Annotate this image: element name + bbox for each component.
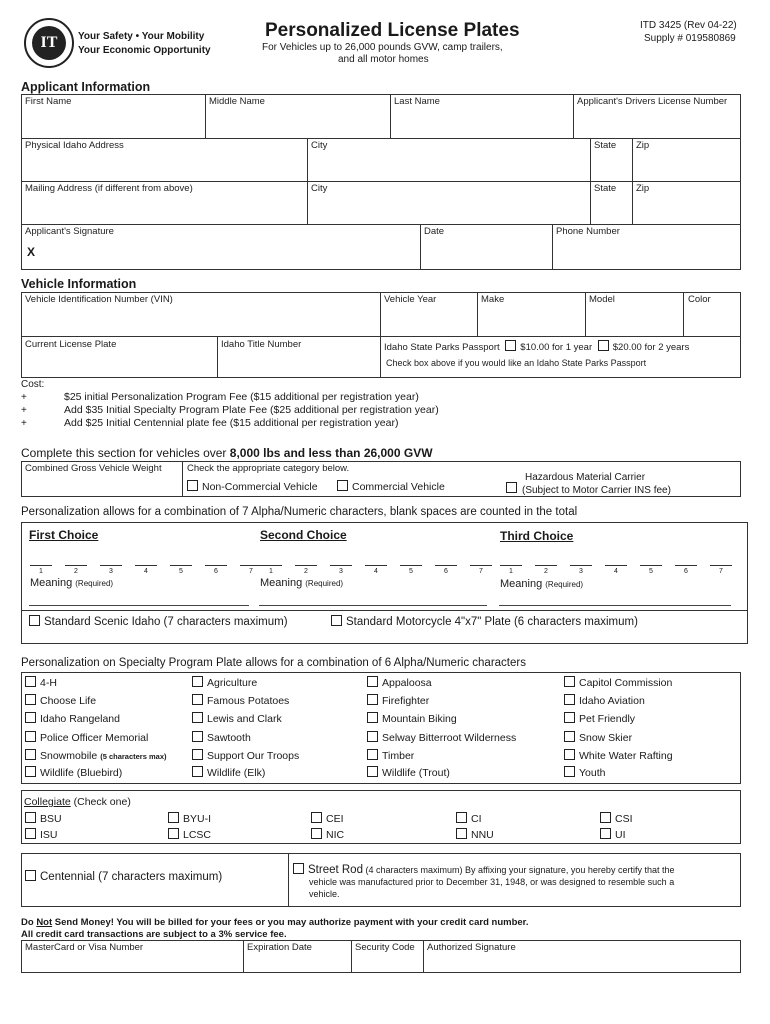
specialty-checkbox[interactable]: [25, 712, 36, 723]
specialty-heading: Personalization on Specialty Program Plate allows for a combination of 6 Alpha/Numeric characters: [21, 657, 526, 669]
color-label: Color: [688, 294, 711, 305]
specialty-checkbox[interactable]: [564, 731, 575, 742]
third-choice-slot-number: 4: [614, 568, 618, 575]
collegiate-option-isu[interactable]: [25, 828, 58, 841]
first-choice-slot-number: 7: [249, 568, 253, 575]
collegiate-checkbox[interactable]: [456, 828, 467, 839]
collegiate-checkbox[interactable]: [311, 812, 322, 823]
specialty-checkbox[interactable]: [25, 676, 36, 687]
second-meaning-label: [260, 577, 343, 589]
specialty-checkbox[interactable]: [367, 749, 378, 760]
logo-mark: IT: [32, 26, 66, 60]
third-meaning-required: (Required): [545, 580, 584, 589]
street-rod-line-2: vehicle was manufactured prior to December 31, 1948, or was designed to resemble such a: [309, 877, 675, 887]
supply-number: Supply # 019580869: [644, 33, 736, 44]
collegiate-checkbox[interactable]: [25, 812, 36, 823]
third-choice-heading: Third Choice: [500, 529, 574, 543]
third-meaning-text: Meaning: [500, 578, 543, 590]
mailing-state-field[interactable]: [593, 199, 629, 221]
collegiate-option-label: CI: [471, 813, 482, 825]
collegiate-option-csi[interactable]: [600, 812, 633, 825]
collegiate-option-lcsc[interactable]: [168, 828, 211, 841]
noncommercial-label: Non-Commercial Vehicle: [202, 481, 318, 493]
first-choice-slot-number: 5: [179, 568, 183, 575]
current-plate-label: Current License Plate: [25, 339, 117, 350]
first-meaning-text: Meaning: [30, 577, 73, 589]
specialty-option-label: Idaho Aviation: [579, 695, 645, 707]
specialty-option-agriculture[interactable]: [192, 676, 257, 689]
vehicle-section-heading: Vehicle Information: [21, 277, 137, 291]
parks-1yr-checkbox[interactable]: [505, 340, 516, 351]
first-choice-char-4[interactable]: [135, 552, 157, 566]
specialty-option-mountain-biking[interactable]: [367, 712, 457, 725]
parks-passport-label: Idaho State Parks Passport: [384, 342, 500, 353]
second-choice-char-5[interactable]: [400, 552, 422, 566]
second-choice-slot-number: 1: [269, 568, 273, 575]
parks-2yr-label: $20.00 for 2 years: [612, 342, 690, 353]
specialty-option-idaho-rangeland[interactable]: [25, 712, 120, 725]
collegiate-option-ci[interactable]: [456, 812, 482, 825]
card-number-label: MasterCard or Visa Number: [25, 942, 144, 953]
commercial-checkbox[interactable]: [337, 480, 348, 491]
specialty-option-label: Sawtooth: [207, 732, 251, 744]
second-meaning-field[interactable]: [259, 592, 487, 606]
physical-zip-label: Zip: [636, 140, 650, 151]
collegiate-checkbox[interactable]: [600, 812, 611, 823]
third-choice-slot-number: 2: [544, 568, 548, 575]
cost-plus-2: +: [21, 405, 27, 416]
motorcycle-checkbox[interactable]: [331, 615, 342, 626]
specialty-option-label: Agriculture: [207, 677, 258, 689]
specialty-option-youth[interactable]: [564, 766, 605, 779]
vehicle-year-label: Vehicle Year: [384, 294, 437, 305]
authorized-signature-field[interactable]: [426, 955, 737, 971]
specialty-option-capitol-commission[interactable]: [564, 676, 672, 689]
first-choice-slot-number: 4: [144, 568, 148, 575]
motorcycle-option[interactable]: [331, 615, 638, 628]
specialty-checkbox[interactable]: [25, 766, 36, 777]
collegiate-option-nic[interactable]: [311, 828, 344, 841]
third-choice-slot-number: 5: [649, 568, 653, 575]
specialty-option-firefighter[interactable]: [367, 694, 429, 707]
specialty-checkbox[interactable]: [192, 712, 203, 723]
specialty-option-label: Lewis and Clark: [207, 713, 282, 725]
itd-logo: [24, 18, 74, 68]
specialty-checkbox[interactable]: [192, 731, 203, 742]
first-choice-heading: First Choice: [29, 528, 99, 542]
second-choice-char-2[interactable]: [295, 552, 317, 566]
collegiate-option-bsu[interactable]: [25, 812, 62, 825]
specialty-checkbox[interactable]: [367, 712, 378, 723]
cost-plus-1: +: [21, 392, 27, 403]
street-rod-text: [293, 863, 674, 900]
specialty-checkbox[interactable]: [367, 766, 378, 777]
specialty-option-wildlife-elk[interactable]: [192, 766, 265, 779]
collegiate-option-label: BYU-I: [183, 813, 212, 825]
second-choice-char-6[interactable]: [435, 552, 457, 566]
specialty-option-label: Wildlife (Bluebird): [40, 767, 123, 779]
collegiate-option-label: UI: [615, 829, 626, 841]
payment-notice-1: [21, 917, 528, 928]
first-choice-char-5[interactable]: [170, 552, 192, 566]
collegiate-option-label: ISU: [40, 829, 58, 841]
specialty-option-label: Youth: [579, 767, 606, 779]
specialty-checkbox[interactable]: [192, 676, 203, 687]
date-label: Date: [424, 226, 445, 237]
third-choice-char-7[interactable]: [710, 552, 732, 566]
second-choice-char-3[interactable]: [330, 552, 352, 566]
specialty-option-label: White Water Rafting: [579, 750, 673, 762]
specialty-option-famous-potatoes[interactable]: [192, 694, 289, 707]
second-choice-slot-number: 4: [374, 568, 378, 575]
collegiate-checkbox[interactable]: [600, 828, 611, 839]
hazmat-label-2: (Subject to Motor Carrier INS fee): [522, 485, 671, 496]
dl-number-field[interactable]: [576, 112, 738, 134]
third-choice-char-3[interactable]: [570, 552, 592, 566]
specialty-option-label: Snow Skier: [579, 732, 633, 744]
collegiate-option-cei[interactable]: [311, 812, 344, 825]
specialty-option-label: Capitol Commission: [579, 677, 673, 689]
first-name-label: First Name: [25, 96, 72, 107]
payment-notice-2: All credit card transactions are subject to a 3% service fee.: [21, 929, 287, 940]
form-subtitle-1: For Vehicles up to 26,000 pounds GVW, camp trailers,: [262, 42, 503, 53]
current-plate-field[interactable]: [24, 354, 213, 374]
gvw-heading-bold: 8,000 lbs and less than 26,000 GVW: [229, 446, 433, 460]
collegiate-checkbox[interactable]: [168, 828, 179, 839]
collegiate-checkbox[interactable]: [168, 812, 179, 823]
security-code-label: Security Code: [355, 942, 415, 953]
physical-city-label: City: [311, 140, 328, 151]
second-meaning-required: (Required): [305, 579, 344, 588]
specialty-option-label: Wildlife (Elk): [207, 767, 266, 779]
form-subtitle-2: and all motor homes: [338, 54, 429, 65]
specialty-option-label: Appaloosa: [382, 677, 432, 689]
last-name-field[interactable]: [393, 112, 569, 134]
cost-plus-3: +: [21, 418, 27, 429]
specialty-option-label: Selway Bitterroot Wilderness: [382, 732, 517, 744]
hazmat-checkbox[interactable]: [506, 482, 517, 493]
specialty-option-label: Police Officer Memorial: [40, 732, 149, 744]
collegiate-option-nnu[interactable]: [456, 828, 494, 841]
collegiate-option-label: NIC: [326, 829, 345, 841]
mailing-address-label: Mailing Address (if different from above): [25, 183, 193, 194]
specialty-option-label: Choose Life: [40, 695, 97, 707]
slogan-line-1: Your Safety • Your Mobility: [78, 31, 205, 42]
third-choice-slot-number: 3: [579, 568, 583, 575]
mailing-state-label: State: [594, 183, 617, 194]
collegiate-heading: [24, 796, 131, 808]
specialty-checkbox[interactable]: [367, 731, 378, 742]
model-field[interactable]: [588, 310, 679, 332]
collegiate-option-label: CEI: [326, 813, 344, 825]
cost-line-3: Add $25 Initial Centennial plate fee ($15 additional per registration year): [64, 417, 399, 429]
third-meaning-field[interactable]: [499, 592, 731, 606]
third-choice-char-1[interactable]: [500, 552, 522, 566]
physical-state-label: State: [594, 140, 617, 151]
payment-do: Do: [21, 917, 37, 928]
signature-x-mark: X: [27, 245, 36, 259]
specialty-option-sawtooth[interactable]: [192, 731, 251, 744]
specialty-option-label: Timber: [382, 750, 415, 762]
noncommercial-checkbox[interactable]: [187, 480, 198, 491]
first-choice-slot-number: 3: [109, 568, 113, 575]
collegiate-option-label: BSU: [40, 813, 62, 825]
street-rod-line-3: vehicle.: [309, 889, 340, 899]
third-choice-char-6[interactable]: [675, 552, 697, 566]
physical-state-field[interactable]: [593, 156, 629, 178]
date-field[interactable]: [423, 243, 548, 265]
specialty-checkbox[interactable]: [25, 749, 36, 760]
second-choice-heading: Second Choice: [260, 528, 347, 542]
street-rod-line-1: (4 characters maximum) By affixing your signature, you hereby certify that the: [365, 865, 675, 875]
third-choice-char-4[interactable]: [605, 552, 627, 566]
specialty-option-snowmobile[interactable]: [25, 749, 167, 762]
specialty-checkbox[interactable]: [192, 766, 203, 777]
specialty-checkbox[interactable]: [25, 731, 36, 742]
first-meaning-field[interactable]: [29, 592, 249, 606]
specialty-option-snow-skier[interactable]: [564, 731, 632, 744]
parks-note: Check box above if you would like an Idaho State Parks Passport: [386, 358, 647, 368]
collegiate-checkbox[interactable]: [25, 828, 36, 839]
personalization-heading: Personalization allows for a combination of 7 Alpha/Numeric characters, blank spaces are counted in the total: [21, 506, 578, 518]
combined-gvw-label: Combined Gross Vehicle Weight: [25, 463, 162, 474]
physical-city-field[interactable]: [310, 156, 586, 178]
commercial-label: Commercial Vehicle: [352, 481, 445, 493]
second-choice-char-7[interactable]: [470, 552, 492, 566]
first-choice-char-6[interactable]: [205, 552, 227, 566]
cost-label: Cost:: [21, 379, 45, 390]
first-choice-slot-number: 1: [39, 568, 43, 575]
parks-passport-row: [384, 340, 689, 353]
snowmobile-note: (5 characters max): [100, 752, 167, 761]
third-meaning-label: [500, 578, 583, 590]
first-choice-char-7[interactable]: [240, 552, 262, 566]
second-choice-slot-number: 2: [304, 568, 308, 575]
authorized-signature-label: Authorized Signature: [427, 942, 516, 953]
make-label: Make: [481, 294, 505, 305]
scenic-checkbox[interactable]: [29, 615, 40, 626]
signature-field[interactable]: [42, 243, 416, 265]
parks-1yr-label: $10.00 for 1 year: [520, 342, 593, 353]
payment-line-1: Send Money! You will be billed for your fees or you may authorize payment with your credit card number.: [52, 917, 529, 928]
collegiate-check-one: (Check one): [73, 796, 131, 808]
security-code-field[interactable]: [354, 955, 419, 971]
specialty-option-label: Mountain Biking: [382, 713, 457, 725]
color-field[interactable]: [686, 310, 738, 332]
parks-2yr-checkbox[interactable]: [598, 340, 609, 351]
model-label: Model: [589, 294, 615, 305]
specialty-option-support-our-troops[interactable]: [192, 749, 299, 762]
third-choice-slot-number: 6: [684, 568, 688, 575]
third-choice-slot-number: 1: [509, 568, 513, 575]
form-id: ITD 3425 (Rev 04-22): [640, 20, 737, 31]
mailing-city-label: City: [311, 183, 328, 194]
collegiate-option-label: CSI: [615, 813, 633, 825]
mailing-city-field[interactable]: [310, 199, 586, 221]
card-number-field[interactable]: [24, 955, 239, 971]
title-number-field[interactable]: [220, 354, 376, 374]
scenic-label: Standard Scenic Idaho (7 characters maximum): [44, 616, 288, 628]
vin-label: Vehicle Identification Number (VIN): [25, 294, 173, 305]
specialty-option-lewis-and-clark[interactable]: [192, 712, 282, 725]
first-name-field[interactable]: [24, 112, 202, 134]
title-number-label: Idaho Title Number: [221, 339, 302, 350]
mailing-zip-label: Zip: [636, 183, 650, 194]
third-choice-char-2[interactable]: [535, 552, 557, 566]
specialty-checkbox[interactable]: [564, 712, 575, 723]
commercial-option[interactable]: [337, 480, 445, 493]
specialty-option-pet-friendly[interactable]: [564, 712, 635, 725]
applicant-section-heading: Applicant Information: [21, 80, 151, 94]
specialty-option-label: Wildlife (Trout): [382, 767, 450, 779]
collegiate-heading-text: Collegiate: [24, 796, 71, 808]
centennial-checkbox[interactable]: [25, 870, 36, 881]
street-rod-checkbox[interactable]: [293, 863, 304, 874]
vehicle-year-field[interactable]: [383, 310, 473, 332]
specialty-checkbox[interactable]: [25, 694, 36, 705]
specialty-checkbox[interactable]: [367, 694, 378, 705]
specialty-option-timber[interactable]: [367, 749, 414, 762]
phone-field[interactable]: [555, 243, 737, 265]
collegiate-checkbox[interactable]: [311, 828, 322, 839]
middle-name-label: Middle Name: [209, 96, 265, 107]
specialty-option-police-officer-memorial[interactable]: [25, 731, 148, 744]
specialty-checkbox[interactable]: [564, 749, 575, 760]
specialty-checkbox[interactable]: [367, 676, 378, 687]
specialty-option-label: Pet Friendly: [579, 713, 636, 725]
second-choice-slot-number: 3: [339, 568, 343, 575]
collegiate-option-ui[interactable]: [600, 828, 626, 841]
specialty-option-idaho-aviation[interactable]: [564, 694, 645, 707]
last-name-label: Last Name: [394, 96, 440, 107]
physical-zip-field[interactable]: [635, 156, 737, 178]
first-choice-char-1[interactable]: [30, 552, 52, 566]
slogan-line-2: Your Economic Opportunity: [78, 45, 211, 56]
specialty-option-appaloosa[interactable]: [367, 676, 432, 689]
first-choice-slot-number: 6: [214, 568, 218, 575]
collegiate-option-label: NNU: [471, 829, 494, 841]
form-title: Personalized License Plates: [265, 20, 520, 41]
phone-label: Phone Number: [556, 226, 620, 237]
specialty-checkbox[interactable]: [564, 766, 575, 777]
specialty-option-white-water-rafting[interactable]: [564, 749, 673, 762]
cost-line-2: Add $35 Initial Specialty Program Plate Fee ($25 additional per registration year): [64, 404, 439, 416]
second-meaning-text: Meaning: [260, 577, 303, 589]
mailing-address-field[interactable]: [24, 199, 304, 221]
make-field[interactable]: [480, 310, 581, 332]
first-meaning-label: [30, 577, 113, 589]
collegiate-checkbox[interactable]: [456, 812, 467, 823]
gvw-heading: [21, 446, 433, 460]
specialty-checkbox[interactable]: [564, 676, 575, 687]
first-choice-slot-number: 2: [74, 568, 78, 575]
specialty-option-label: 4-H: [40, 677, 57, 689]
mailing-zip-field[interactable]: [635, 199, 737, 221]
collegiate-option-byu-i[interactable]: [168, 812, 211, 825]
expiration-label: Expiration Date: [247, 942, 312, 953]
first-choice-char-3[interactable]: [100, 552, 122, 566]
signature-label: Applicant's Signature: [25, 226, 114, 237]
second-choice-slot-number: 5: [409, 568, 413, 575]
payment-not: Not: [36, 917, 53, 928]
first-choice-char-2[interactable]: [65, 552, 87, 566]
cost-line-1: $25 initial Personalization Program Fee ($15 additional per registration year): [64, 391, 419, 403]
second-choice-slot-number: 7: [479, 568, 483, 575]
specialty-checkbox[interactable]: [192, 694, 203, 705]
specialty-checkbox[interactable]: [192, 749, 203, 760]
specialty-option-4-h[interactable]: [25, 676, 57, 689]
specialty-option-label: Snowmobile: [40, 750, 98, 762]
dl-number-label: Applicant's Drivers License Number: [577, 96, 728, 107]
scenic-option[interactable]: [29, 615, 288, 628]
third-choice-char-5[interactable]: [640, 552, 662, 566]
specialty-option-choose-life[interactable]: [25, 694, 96, 707]
first-meaning-required: (Required): [75, 579, 114, 588]
specialty-option-label: Support Our Troops: [207, 750, 300, 762]
noncommercial-option[interactable]: [187, 480, 318, 493]
physical-address-label: Physical Idaho Address: [25, 140, 124, 151]
specialty-option-label: Idaho Rangeland: [40, 713, 120, 725]
specialty-option-wildlife-trout[interactable]: [367, 766, 450, 779]
centennial-label: Centennial (7 characters maximum): [40, 871, 223, 883]
street-rod-label: Street Rod: [308, 864, 363, 876]
middle-name-field[interactable]: [208, 112, 386, 134]
gvw-heading-text: Complete this section for vehicles over: [21, 446, 230, 460]
specialty-option-label: Famous Potatoes: [207, 695, 290, 707]
vin-field[interactable]: [24, 310, 376, 332]
expiration-field[interactable]: [246, 955, 347, 971]
second-choice-char-1[interactable]: [260, 552, 282, 566]
specialty-option-label: Firefighter: [382, 695, 430, 707]
check-category-label: Check the appropriate category below.: [187, 463, 350, 474]
second-choice-char-4[interactable]: [365, 552, 387, 566]
third-choice-slot-number: 7: [719, 568, 723, 575]
physical-address-field[interactable]: [24, 156, 304, 178]
motorcycle-label: Standard Motorcycle 4"x7" Plate (6 characters maximum): [346, 616, 638, 628]
specialty-checkbox[interactable]: [564, 694, 575, 705]
collegiate-option-label: LCSC: [183, 829, 212, 841]
centennial-option[interactable]: [25, 870, 222, 883]
second-choice-slot-number: 6: [444, 568, 448, 575]
combined-gvw-field[interactable]: [24, 476, 178, 494]
hazmat-label-1: Hazardous Material Carrier: [525, 472, 646, 483]
specialty-option-wildlife-bluebird[interactable]: [25, 766, 122, 779]
specialty-option-selway-bitterroot-wilderness[interactable]: [367, 731, 516, 744]
